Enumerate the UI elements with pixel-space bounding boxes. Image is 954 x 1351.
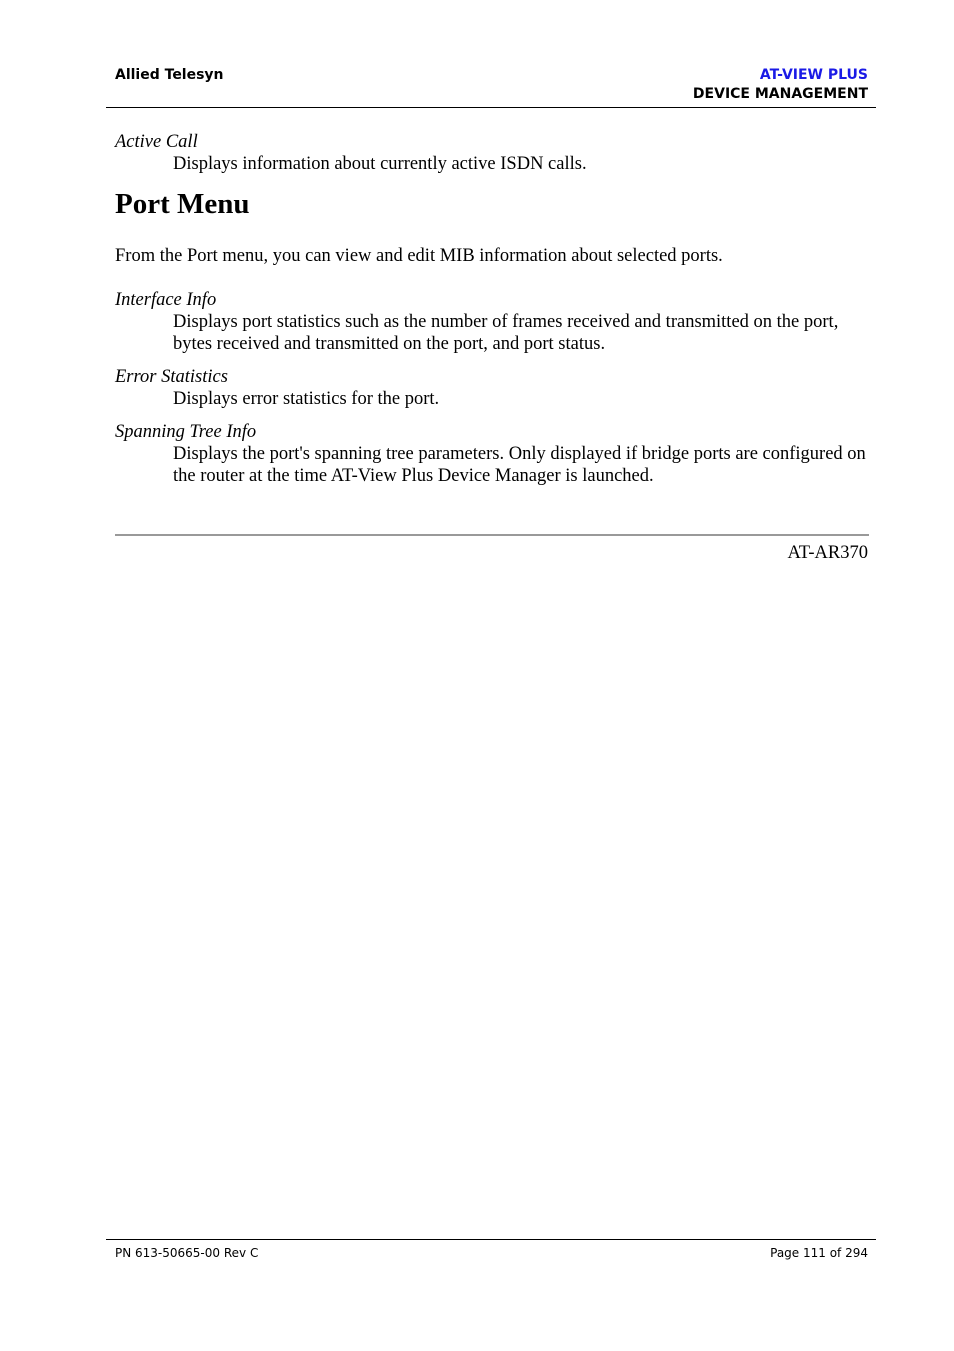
term-interface-info: Interface Info: [115, 290, 217, 310]
term-spanning-tree-info: Spanning Tree Info: [115, 422, 257, 442]
definition-active-call: [115, 131, 870, 175]
description-error-statistics: Displays error statistics for the port.: [173, 389, 440, 409]
term-active-call: Active Call: [115, 132, 198, 152]
page-footer: [106, 1239, 876, 1260]
description-active-call: Displays information about currently active ISDN calls.: [173, 154, 587, 174]
section-intro: From the Port menu, you can view and edit MIB information about selected ports.: [115, 246, 723, 266]
company-name: Allied Telesyn: [115, 67, 224, 83]
product-name: AT-VIEW PLUS: [759, 67, 868, 83]
section-heading: Port Menu: [115, 188, 250, 220]
definition-interface-info: [115, 289, 870, 355]
definition-error-statistics: [115, 366, 870, 410]
definition-spanning-tree-info: [115, 421, 870, 487]
model-label: AT-AR370: [787, 543, 868, 563]
description-spanning-tree-info: Displays the port's spanning tree parameters. Only displayed if bridge ports are configured on the router at the time AT-View Plus Device Manager is launched.: [173, 444, 866, 486]
page-number: Page 111 of 294: [770, 1246, 868, 1260]
term-error-statistics: Error Statistics: [115, 367, 228, 387]
part-number: PN 613-50665-00 Rev C: [115, 1246, 259, 1260]
section-divider: [115, 534, 869, 536]
product-title: [693, 67, 868, 102]
product-subtitle: DEVICE MANAGEMENT: [692, 86, 868, 102]
description-interface-info: Displays port statistics such as the number of frames received and transmitted on the port, bytes received and transmitted on the port, and port status.: [173, 312, 839, 354]
document-body: [115, 131, 870, 498]
page-header: [106, 64, 876, 108]
